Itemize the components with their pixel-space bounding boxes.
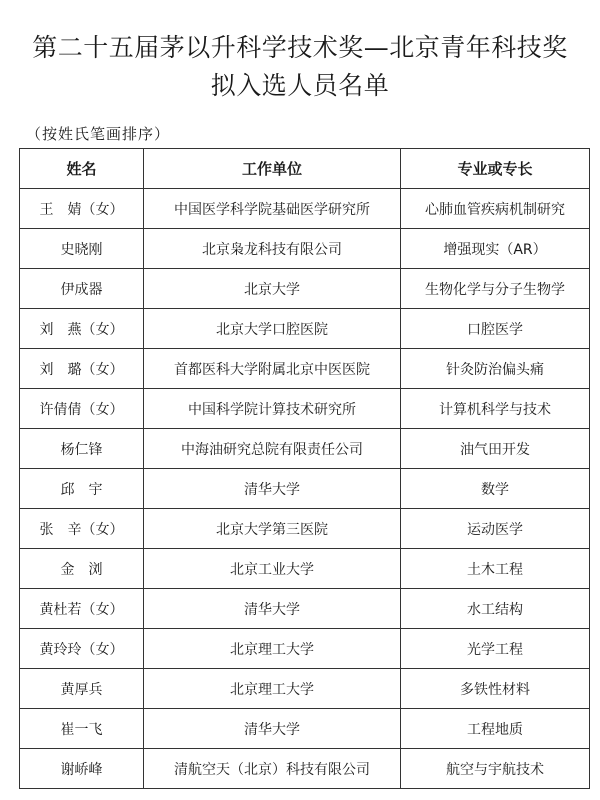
cell-field: 口腔医学	[401, 309, 590, 349]
cell-name: 谢峤峰	[20, 749, 144, 789]
cell-organization: 中国医学科学院基础医学研究所	[144, 189, 401, 229]
document-title-line-1: 第二十五届茅以升科学技术奖—北京青年科技奖	[32, 33, 568, 62]
cell-name: 伊成器	[20, 269, 144, 309]
cell-name: 史晓刚	[20, 229, 144, 269]
header-name: 姓名	[20, 149, 144, 189]
cell-organization: 清华大学	[144, 469, 401, 509]
cell-field: 航空与宇航技术	[401, 749, 590, 789]
table-row	[20, 629, 590, 669]
cell-field: 数学	[401, 469, 590, 509]
cell-field: 光学工程	[401, 629, 590, 669]
cell-field: 心肺血管疾病机制研究	[401, 189, 590, 229]
table-row	[20, 589, 590, 629]
cell-field: 生物化学与分子生物学	[401, 269, 590, 309]
cell-organization: 北京大学第三医院	[144, 509, 401, 549]
table-row	[20, 709, 590, 749]
cell-name: 金 浏	[20, 549, 144, 589]
cell-name: 邱 宇	[20, 469, 144, 509]
sort-order-note: （按姓氏笔画排序）	[26, 125, 171, 143]
cell-organization: 清航空天（北京）科技有限公司	[144, 749, 401, 789]
cell-field: 运动医学	[401, 509, 590, 549]
header-field: 专业或专长	[401, 149, 590, 189]
table-row	[20, 189, 590, 229]
cell-organization: 北京枭龙科技有限公司	[144, 229, 401, 269]
cell-field: 工程地质	[401, 709, 590, 749]
table-header-row	[20, 149, 590, 189]
cell-name: 王 婧（女）	[20, 189, 144, 229]
table-row	[20, 269, 590, 309]
cell-organization: 北京大学	[144, 269, 401, 309]
table-row	[20, 429, 590, 469]
candidate-table	[19, 148, 590, 789]
cell-name: 崔一飞	[20, 709, 144, 749]
cell-organization: 首都医科大学附属北京中医医院	[144, 349, 401, 389]
table-row	[20, 229, 590, 269]
cell-organization: 中海油研究总院有限责任公司	[144, 429, 401, 469]
cell-name: 杨仁锋	[20, 429, 144, 469]
table-row	[20, 669, 590, 709]
cell-name: 张 辛（女）	[20, 509, 144, 549]
table-row	[20, 389, 590, 429]
cell-field: 增强现实（AR）	[401, 229, 590, 269]
cell-organization: 北京理工大学	[144, 669, 401, 709]
table-row	[20, 469, 590, 509]
cell-name: 刘 燕（女）	[20, 309, 144, 349]
cell-field: 多铁性材料	[401, 669, 590, 709]
cell-field: 计算机科学与技术	[401, 389, 590, 429]
cell-organization: 北京大学口腔医院	[144, 309, 401, 349]
header-organization: 工作单位	[144, 149, 401, 189]
table-row	[20, 509, 590, 549]
table-row	[20, 309, 590, 349]
table-row	[20, 749, 590, 789]
cell-organization: 清华大学	[144, 709, 401, 749]
cell-organization: 中国科学院计算技术研究所	[144, 389, 401, 429]
cell-name: 黄厚兵	[20, 669, 144, 709]
cell-name: 刘 璐（女）	[20, 349, 144, 389]
cell-organization: 清华大学	[144, 589, 401, 629]
cell-name: 许倩倩（女）	[20, 389, 144, 429]
document-title-line-2: 拟入选人员名单	[210, 71, 390, 100]
cell-field: 土木工程	[401, 549, 590, 589]
cell-organization: 北京理工大学	[144, 629, 401, 669]
cell-field: 针灸防治偏头痛	[401, 349, 590, 389]
cell-name: 黄玲玲（女）	[20, 629, 144, 669]
cell-field: 水工结构	[401, 589, 590, 629]
cell-field: 油气田开发	[401, 429, 590, 469]
table-row	[20, 349, 590, 389]
table-row	[20, 549, 590, 589]
cell-name: 黄杜若（女）	[20, 589, 144, 629]
cell-organization: 北京工业大学	[144, 549, 401, 589]
